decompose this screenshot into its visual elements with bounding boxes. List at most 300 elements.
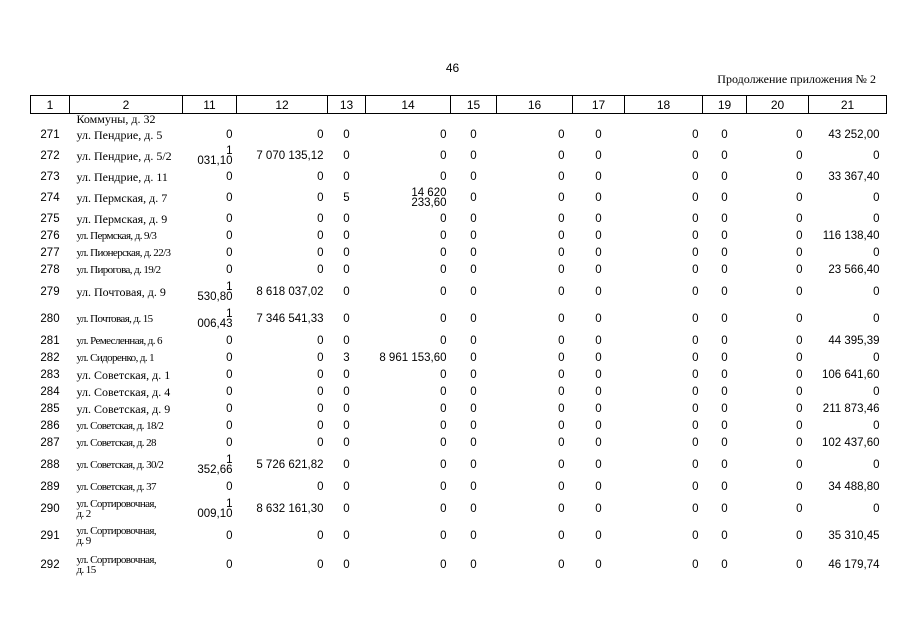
- col-20-cell: 0: [796, 263, 803, 276]
- col-14-cell: 0: [440, 263, 447, 276]
- col-15-cell: 0: [470, 530, 477, 542]
- col-13-cell: 0: [343, 402, 350, 415]
- col-17-cell: 0: [595, 502, 602, 515]
- col-11-cell: 0: [226, 229, 233, 242]
- table-row: [31, 452, 887, 479]
- col-17-cell: 0: [595, 480, 602, 493]
- col-20-cell: 0: [796, 191, 803, 204]
- header-cell: 14: [366, 96, 451, 114]
- col-13-cell: 0: [343, 312, 350, 325]
- col-21-cell: 211 873,46: [822, 402, 880, 415]
- col-16-cell: 0: [558, 458, 565, 471]
- column-number-header-row: [31, 96, 887, 114]
- col-14-cell: 0: [440, 285, 447, 298]
- row-number-cell: 292: [40, 558, 60, 571]
- row-number-cell: 279: [40, 285, 60, 298]
- col-14-cell: 0: [440, 436, 447, 449]
- col-18-cell: 0: [692, 436, 699, 449]
- col-15-cell: 0: [470, 334, 477, 347]
- col-11-cell: 0: [226, 334, 233, 347]
- row-number-cell: 288: [40, 458, 60, 471]
- col-18-cell: 0: [692, 458, 699, 471]
- col-17-cell: 0: [595, 334, 602, 347]
- col-16-cell: 0: [558, 419, 565, 432]
- address-cell: ул. Пендрие, д. 5/2: [76, 149, 172, 163]
- col-18-cell: 0: [692, 170, 699, 183]
- col-14-cell: 0: [440, 312, 447, 325]
- col-16-cell: 0: [558, 502, 565, 515]
- address-cell: ул. Пендрие, д. 5: [76, 128, 163, 142]
- col-17-cell: 0: [595, 246, 602, 259]
- header-cell: 11: [183, 96, 237, 114]
- col-12-cell: 0: [317, 385, 324, 398]
- col-13-cell: 0: [343, 436, 350, 449]
- col-16-cell: 0: [558, 402, 565, 415]
- col-16-cell: 0: [558, 558, 565, 571]
- col-17-cell: 0: [595, 312, 602, 325]
- col-16-cell: 0: [558, 212, 565, 225]
- col-19-cell: 0: [721, 385, 728, 398]
- header-cell: 21: [809, 96, 887, 114]
- col-17-cell: 0: [595, 212, 602, 225]
- address-cell: ул. Советская, д. 18/2: [76, 419, 164, 432]
- table-row: [31, 401, 887, 418]
- col-18-cell: 0: [692, 312, 699, 325]
- col-16-cell: 0: [558, 263, 565, 276]
- col-15-cell: 0: [470, 150, 477, 162]
- col-14-cell: 0: [440, 419, 447, 432]
- col-18-cell: 0: [692, 385, 699, 398]
- row-number-cell: 285: [40, 402, 60, 415]
- table-row: [31, 279, 887, 306]
- col-18-cell: 0: [692, 191, 699, 204]
- col-14-cell: 0: [440, 402, 447, 415]
- col-15-cell: 0: [470, 368, 477, 381]
- table-body: [31, 114, 887, 580]
- col-17-cell: 0: [595, 558, 602, 571]
- col-12-cell: 0: [317, 170, 324, 183]
- col-13-cell: 0: [343, 285, 350, 298]
- col-20-cell: 0: [796, 212, 803, 225]
- col-21-cell: 0: [873, 246, 880, 259]
- col-19-cell: 0: [721, 458, 728, 471]
- col-18-cell: 0: [692, 502, 699, 515]
- address-cell: ул. Советская, д. 1: [76, 367, 171, 382]
- col-20-cell: 0: [796, 502, 803, 515]
- col-17-cell: 0: [595, 436, 602, 449]
- carry-over-row: [31, 114, 887, 127]
- col-15-cell: 0: [470, 312, 477, 325]
- row-number-cell: 291: [40, 530, 60, 542]
- col-14-cell: 0: [440, 530, 447, 542]
- col-17-cell: 0: [595, 419, 602, 432]
- col-16-cell: 0: [558, 351, 565, 364]
- col-13-cell: 0: [343, 263, 350, 276]
- col-15-cell: 0: [470, 458, 477, 471]
- address-cell: ул. Советская, д. 9: [76, 401, 171, 416]
- row-number-cell: 278: [40, 263, 60, 276]
- header-cell: 12: [237, 96, 328, 114]
- col-13-cell: 0: [343, 368, 350, 381]
- col-17-cell: 0: [595, 285, 602, 298]
- col-20-cell: 0: [796, 170, 803, 183]
- col-19-cell: 0: [721, 351, 728, 364]
- col-12-cell: 7 346 541,33: [256, 312, 324, 325]
- col-13-cell: 0: [343, 419, 350, 432]
- col-16-cell: 0: [558, 229, 565, 242]
- col-15-cell: 0: [470, 558, 477, 571]
- col-20-cell: 0: [796, 458, 803, 471]
- table-row: [31, 228, 887, 245]
- col-21-cell: 0: [873, 285, 880, 298]
- address-cell: ул. Почтовая, д. 9: [76, 284, 166, 299]
- col-12-cell: 0: [317, 368, 324, 381]
- col-16-cell: 0: [558, 312, 565, 325]
- col-20-cell: 0: [796, 229, 803, 242]
- table-row: [31, 367, 887, 384]
- address-cell: ул. Пермская, д. 9/3: [76, 229, 157, 242]
- col-11-cell: 0: [226, 530, 233, 542]
- col-21-cell: 23 566,40: [828, 263, 880, 276]
- col-16-cell: 0: [558, 385, 565, 398]
- col-17-cell: 0: [595, 402, 602, 415]
- address-cell: ул. Ремесленная, д. 6: [76, 334, 162, 347]
- col-16-cell: 0: [558, 170, 565, 183]
- col-19-cell: 0: [721, 129, 728, 141]
- carry-over-address: Коммуны, д. 32: [76, 112, 156, 126]
- col-18-cell: 0: [692, 285, 699, 298]
- col-11-cell: 0: [226, 385, 233, 398]
- col-13-cell: 0: [343, 502, 350, 515]
- col-19-cell: 0: [721, 246, 728, 259]
- col-14-cell: 0: [440, 368, 447, 381]
- col-20-cell: 0: [796, 419, 803, 432]
- col-15-cell: 0: [470, 170, 477, 183]
- col-21-cell: 0: [873, 419, 880, 432]
- table-row: [31, 496, 887, 523]
- row-number-cell: 276: [40, 229, 60, 242]
- col-18-cell: 0: [692, 334, 699, 347]
- header-cell: 16: [497, 96, 573, 114]
- col-14-cell: 0: [440, 229, 447, 242]
- header-cell: 20: [747, 96, 809, 114]
- col-13-cell: 0: [343, 170, 350, 183]
- col-15-cell: 0: [470, 351, 477, 364]
- address-cell: ул. Сортировочная, д. 15: [76, 553, 157, 576]
- col-11-cell: 1 352,66: [197, 453, 233, 476]
- col-17-cell: 0: [595, 229, 602, 242]
- table-row: [31, 551, 887, 580]
- col-21-cell: 43 252,00: [828, 129, 880, 141]
- col-19-cell: 0: [721, 368, 728, 381]
- col-16-cell: 0: [558, 436, 565, 449]
- address-cell: ул. Советская, д. 4: [76, 384, 171, 399]
- col-20-cell: 0: [796, 480, 803, 493]
- col-19-cell: 0: [721, 558, 728, 571]
- col-19-cell: 0: [721, 191, 728, 204]
- row-number-cell: 272: [40, 150, 60, 162]
- table-row: [31, 435, 887, 452]
- row-number-cell: 275: [40, 212, 60, 225]
- col-17-cell: 0: [595, 170, 602, 183]
- col-18-cell: 0: [692, 351, 699, 364]
- row-number-cell: 281: [40, 334, 60, 347]
- col-17-cell: 0: [595, 530, 602, 542]
- address-cell: ул. Сортировочная, д. 2: [76, 497, 157, 520]
- col-16-cell: 0: [558, 191, 565, 204]
- col-14-cell: 0: [440, 458, 447, 471]
- col-15-cell: 0: [470, 285, 477, 298]
- col-14-cell: 0: [440, 385, 447, 398]
- col-18-cell: 0: [692, 558, 699, 571]
- table-row: [31, 350, 887, 367]
- col-14-cell: 0: [440, 246, 447, 259]
- col-13-cell: 0: [343, 385, 350, 398]
- page-number: 46: [445, 61, 460, 75]
- col-15-cell: 0: [470, 212, 477, 225]
- col-17-cell: 0: [595, 351, 602, 364]
- col-12-cell: 0: [317, 212, 324, 225]
- col-11-cell: 1 009,10: [197, 497, 233, 520]
- table-row: [31, 262, 887, 279]
- row-number-cell: 287: [40, 436, 60, 449]
- col-15-cell: 0: [470, 480, 477, 493]
- col-18-cell: 0: [692, 150, 699, 162]
- col-13-cell: 0: [343, 334, 350, 347]
- col-15-cell: 0: [470, 129, 477, 141]
- col-11-cell: 0: [226, 402, 233, 415]
- col-19-cell: 0: [721, 263, 728, 276]
- col-11-cell: 0: [226, 419, 233, 432]
- col-13-cell: 0: [343, 150, 350, 162]
- col-21-cell: 0: [873, 385, 880, 398]
- row-number-cell: 274: [40, 191, 60, 204]
- table-row: [31, 245, 887, 262]
- address-cell: ул. Пермская, д. 9: [76, 211, 168, 226]
- col-19-cell: 0: [721, 229, 728, 242]
- col-19-cell: 0: [721, 480, 728, 493]
- appendix-table: [30, 95, 887, 580]
- col-21-cell: 35 310,45: [828, 530, 880, 542]
- header-cell: 18: [625, 96, 703, 114]
- col-20-cell: 0: [796, 402, 803, 415]
- col-11-cell: 1 006,43: [197, 307, 233, 330]
- address-cell: ул. Почтовая, д. 15: [76, 312, 153, 325]
- col-13-cell: 0: [343, 129, 350, 141]
- col-18-cell: 0: [692, 368, 699, 381]
- col-15-cell: 0: [470, 385, 477, 398]
- col-12-cell: 0: [317, 334, 324, 347]
- col-19-cell: 0: [721, 436, 728, 449]
- address-cell: ул. Советская, д. 28: [76, 436, 156, 449]
- col-20-cell: 0: [796, 312, 803, 325]
- table-row: [31, 523, 887, 551]
- col-12-cell: 5 726 621,82: [256, 458, 324, 471]
- col-11-cell: 0: [226, 212, 233, 225]
- col-15-cell: 0: [470, 191, 477, 204]
- col-17-cell: 0: [595, 129, 602, 141]
- col-14-cell: 0: [440, 170, 447, 183]
- col-19-cell: 0: [721, 212, 728, 225]
- table-row: [31, 306, 887, 333]
- table-row: [31, 479, 887, 496]
- col-20-cell: 0: [796, 246, 803, 259]
- col-13-cell: 0: [343, 558, 350, 571]
- row-number-cell: 284: [40, 385, 60, 398]
- col-11-cell: 0: [226, 480, 233, 493]
- col-15-cell: 0: [470, 402, 477, 415]
- col-17-cell: 0: [595, 263, 602, 276]
- row-number-cell: 289: [40, 480, 60, 493]
- col-12-cell: 0: [317, 530, 324, 542]
- col-20-cell: 0: [796, 368, 803, 381]
- col-18-cell: 0: [692, 263, 699, 276]
- col-18-cell: 0: [692, 480, 699, 493]
- col-17-cell: 0: [595, 458, 602, 471]
- col-13-cell: 0: [343, 229, 350, 242]
- col-20-cell: 0: [796, 129, 803, 141]
- col-14-cell: 0: [440, 212, 447, 225]
- table-row: [31, 418, 887, 435]
- col-16-cell: 0: [558, 129, 565, 141]
- col-11-cell: 0: [226, 558, 233, 571]
- col-21-cell: 34 488,80: [828, 480, 880, 493]
- col-20-cell: 0: [796, 150, 803, 162]
- col-17-cell: 0: [595, 385, 602, 398]
- col-19-cell: 0: [721, 150, 728, 162]
- col-12-cell: 0: [317, 402, 324, 415]
- col-20-cell: 0: [796, 530, 803, 542]
- col-11-cell: 0: [226, 191, 233, 204]
- row-number-cell: 271: [40, 129, 60, 141]
- col-14-cell: 14 620 233,60: [411, 186, 447, 209]
- col-19-cell: 0: [721, 312, 728, 325]
- col-21-cell: 0: [873, 502, 880, 515]
- col-18-cell: 0: [692, 246, 699, 259]
- col-19-cell: 0: [721, 502, 728, 515]
- address-cell: ул. Сидоренко, д. 1: [76, 351, 155, 364]
- col-21-cell: 0: [873, 458, 880, 471]
- appendix-continuation-label: Продолжение приложения № 2: [717, 72, 876, 86]
- row-number-cell: 273: [40, 170, 60, 183]
- col-21-cell: 0: [873, 212, 880, 225]
- table-row: [31, 333, 887, 350]
- table-row: [31, 211, 887, 228]
- address-cell: ул. Советская, д. 37: [76, 480, 156, 493]
- address-cell: ул. Пендрие, д. 11: [76, 169, 168, 184]
- col-19-cell: 0: [721, 419, 728, 432]
- col-13-cell: 5: [343, 191, 350, 204]
- header-cell: 2: [70, 96, 183, 114]
- col-19-cell: 0: [721, 402, 728, 415]
- col-16-cell: 0: [558, 480, 565, 493]
- table-row: [31, 186, 887, 211]
- col-18-cell: 0: [692, 212, 699, 225]
- col-12-cell: 0: [317, 246, 324, 259]
- col-17-cell: 0: [595, 191, 602, 204]
- col-11-cell: 1 031,10: [197, 145, 233, 167]
- col-15-cell: 0: [470, 229, 477, 242]
- col-16-cell: 0: [558, 368, 565, 381]
- col-13-cell: 0: [343, 480, 350, 493]
- col-12-cell: 0: [317, 436, 324, 449]
- col-14-cell: 0: [440, 480, 447, 493]
- col-11-cell: 0: [226, 246, 233, 259]
- col-16-cell: 0: [558, 285, 565, 298]
- col-11-cell: 1 530,80: [197, 280, 233, 303]
- col-11-cell: 0: [226, 263, 233, 276]
- address-cell: ул. Советская, д. 30/2: [76, 458, 164, 471]
- col-12-cell: 8 618 037,02: [256, 285, 324, 298]
- col-12-cell: 0: [317, 191, 324, 204]
- col-19-cell: 0: [721, 334, 728, 347]
- col-16-cell: 0: [558, 530, 565, 542]
- address-cell: ул. Сортировочная, д. 9: [76, 525, 157, 547]
- col-18-cell: 0: [692, 402, 699, 415]
- address-cell: ул. Пионерская, д. 22/3: [76, 246, 171, 259]
- col-16-cell: 0: [558, 334, 565, 347]
- col-19-cell: 0: [721, 170, 728, 183]
- col-12-cell: 0: [317, 263, 324, 276]
- col-21-cell: 106 641,60: [821, 368, 880, 381]
- col-14-cell: 0: [440, 150, 447, 162]
- col-15-cell: 0: [470, 263, 477, 276]
- col-17-cell: 0: [595, 150, 602, 162]
- col-15-cell: 0: [470, 419, 477, 432]
- col-18-cell: 0: [692, 530, 699, 542]
- col-14-cell: 0: [440, 558, 447, 571]
- col-16-cell: 0: [558, 246, 565, 259]
- col-13-cell: 0: [343, 458, 350, 471]
- col-13-cell: 3: [343, 351, 350, 364]
- row-number-cell: 290: [40, 502, 60, 515]
- col-21-cell: 46 179,74: [828, 558, 880, 571]
- col-18-cell: 0: [692, 229, 699, 242]
- header-cell: 1: [31, 96, 70, 114]
- col-18-cell: 0: [692, 129, 699, 141]
- col-20-cell: 0: [796, 385, 803, 398]
- col-20-cell: 0: [796, 285, 803, 298]
- col-12-cell: 0: [317, 351, 324, 364]
- col-11-cell: 0: [226, 351, 233, 364]
- col-14-cell: 0: [440, 129, 447, 141]
- header-cell: 13: [328, 96, 366, 114]
- row-number-cell: 277: [40, 246, 60, 259]
- col-14-cell: 0: [440, 502, 447, 515]
- col-19-cell: 0: [721, 530, 728, 542]
- address-cell: ул. Пермская, д. 7: [76, 190, 168, 205]
- col-12-cell: 7 070 135,12: [256, 150, 324, 162]
- row-number-cell: 283: [40, 368, 60, 381]
- col-21-cell: 0: [873, 351, 880, 364]
- row-number-cell: 280: [40, 312, 60, 325]
- col-12-cell: 0: [317, 129, 324, 141]
- col-12-cell: 0: [317, 480, 324, 493]
- col-20-cell: 0: [796, 558, 803, 571]
- col-13-cell: 0: [343, 246, 350, 259]
- row-number-cell: 286: [40, 419, 60, 432]
- col-15-cell: 0: [470, 502, 477, 515]
- col-21-cell: 0: [873, 191, 880, 204]
- row-number-cell: 282: [40, 351, 60, 364]
- table-row: [31, 384, 887, 401]
- col-12-cell: 0: [317, 558, 324, 571]
- col-14-cell: 0: [440, 334, 447, 347]
- col-13-cell: 0: [343, 530, 350, 542]
- col-14-cell: 8 961 153,60: [379, 351, 447, 364]
- col-11-cell: 0: [226, 129, 233, 141]
- col-12-cell: 8 632 161,30: [256, 502, 324, 515]
